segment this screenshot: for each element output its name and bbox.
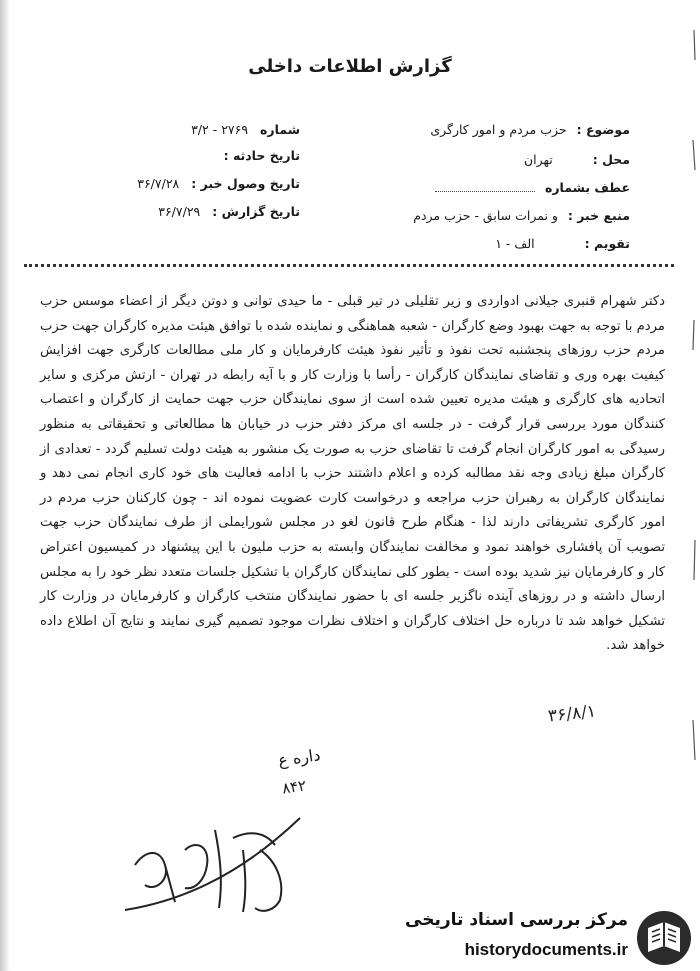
number-label: شماره (260, 122, 300, 137)
source-label: منبع خبر : (567, 208, 630, 223)
incident-date-row (216, 148, 300, 163)
place-row (524, 152, 630, 167)
handwritten-signature (115, 810, 305, 920)
calendar-row (495, 236, 630, 251)
handwritten-number: ۸۴۲ (280, 776, 308, 798)
report-date-label: تاریخ گزارش : (212, 204, 300, 219)
scan-edge-shadow (0, 0, 10, 971)
subject-label: موضوع : (576, 122, 630, 137)
received-date-value: ۳۶/۷/۲۸ (137, 176, 180, 191)
archive-logo-icon (634, 908, 694, 968)
calendar-value: الف - ۱ (495, 236, 535, 251)
received-date-row (137, 176, 300, 191)
report-body: دکتر شهرام قنبری جیلانی ادواردی و زیر تقلیلی در تیر قبلی - ما حیدی توانی و دوتن دیگر از اعضاء موسس حزب مردم با توجه به جهت بهبود وضع کارگران - شعبه هماهنگی و نماینده شده با توافق هیئت مدیره کارگران جهت حزب مردم حزب روزهای پنجشنبه تحت نفوذ و تأثیر نفوذ هیئت کارفرمایان و کار ملی مطالعات کارگری جهت افزایش کیفیت بهره وری و تقاضای نمایندگان کارگران - رأسا با وزارت کار و با آیه رابطه در تهران - ارتش مرکزی و سایر اتحادیه های کارگری و هیئت مدیره تعیین شده است از سوی نمایندگان حزب جهت حمایت از کارگران و اعتصاب کنندگان مورد بررسی قرار گرفت - در جلسه ای مرکز دفتر حزب در خیابان ها مطالعاتی و تحقیقاتی به منظور رسیدگی به امور کارگران انجام گرفت تا تقاضای حزب به صورت یک منشور به هیئت دولت تسلیم گردد - تعدادی از کارگران مبلغ زیادی وجه نقد مطالبه کرده و اعلام داشتند حزب با ادامه فعالیت های خود کاری انجام نمی دهد و نمایندگان کارگران به رهبران حزب مراجعه و درخواست کارت عضویت نموده اند - چون کارکنان حزب مردم در امور کارگری تشریفاتی دارند لذا - هنگام طرح قانون لغو در مجلس شورایملی از طرف نمایندگان حزب جهت تصویب آن پافشاری خواهند نمود و مخالفت نمایندگان وابسته به حزب ملیون با این پیشنهاد در کمیسیون اعتراض کار و کارفرمایان نیز شدید بوده است - بطور کلی نمایندگان کارگران با تشکیل جلسات متعدد نظر خود را به مجلس ارسال داشته و در روزهای آینده ناگزیر جلسه ای با حضور نمایندگان منتخب کارگران و کارفرمایان در وزارت کار تشکیل خواهد شد تا درباره حل اختلاف کارگران و اختلاف نظرات موجود تصمیم گیری نمایند و نتایج آن اطلاع داده خواهد شد. (40, 294, 665, 654)
place-label: محل : (592, 152, 630, 167)
ref-number-row (435, 180, 630, 195)
place-value: تهران (523, 152, 553, 167)
archive-url: historydocuments.ir (464, 940, 628, 959)
report-date-value: ۳۶/۷/۲۹ (158, 204, 201, 219)
ref-number-label: عطف بشماره (544, 180, 630, 195)
number-row (191, 122, 300, 137)
subject-value: حزب مردم و امور کارگری (430, 122, 567, 137)
incident-date-label: تاریخ حادثه : (223, 148, 300, 163)
scan-edge-marks (688, 20, 700, 940)
source-value: و نمرات سابق - حزب مردم (413, 208, 558, 223)
archive-watermark (405, 904, 700, 970)
archive-name: مرکز بررسی اسناد تاریخی (405, 910, 628, 930)
handwritten-note: داره ع (276, 745, 322, 770)
header-divider (24, 264, 674, 267)
report-header (137, 118, 630, 258)
number-value: ۲۷۶۹ - ۳/۲ (191, 122, 249, 137)
subject-row (430, 122, 630, 137)
source-row (413, 208, 630, 223)
report-date-row (158, 204, 300, 219)
page-title: گزارش اطلاعات داخلی (248, 56, 452, 77)
ref-number-value (435, 191, 535, 192)
calendar-label: تقویم : (584, 236, 630, 251)
handwritten-date: ۳۶/۸/۱ (547, 701, 597, 727)
received-date-label: تاریخ وصول خبر : (191, 176, 300, 191)
